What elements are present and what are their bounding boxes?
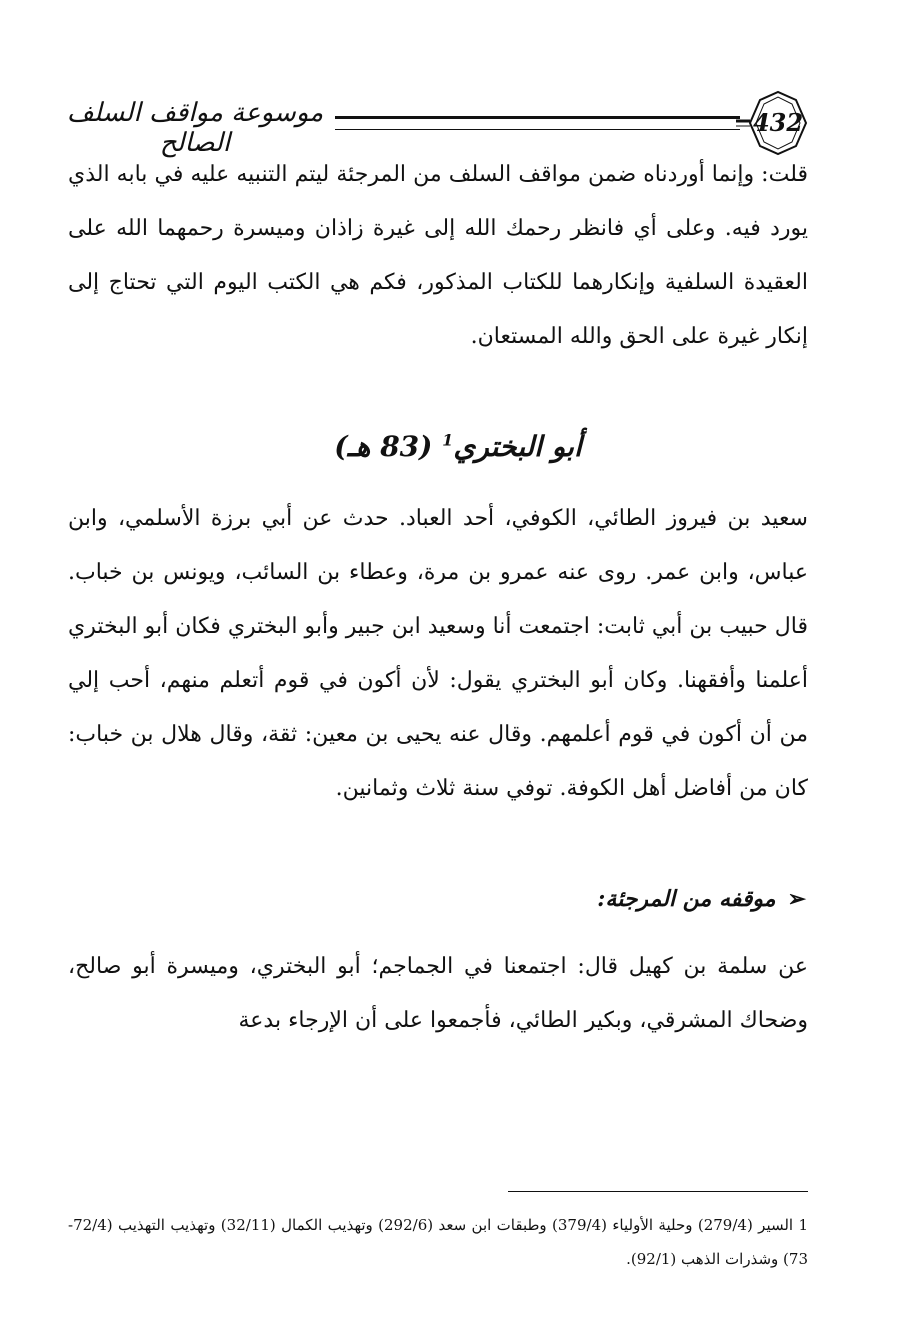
biography-paragraph: سعيد بن فيروز الطائي، الكوفي، أحد العباد. حدث عن أبي برزة الأسلمي، وابن عباس، وابن عمر. روى عنه عمرو بن مرة، وعطاء بن السائب، ويونس بن خباب. قال حبيب بن أبي ثابت: اجتمعت أنا وسعيد ابن جبير وأبو البختري فكان أبو البختري أعلمنا وأفقهنا. وكان أبو البختري يقول: لأن أكون في قوم أتعلم منهم، أحب إلي من أن أكون في قوم أعلمهم. وقال عنه يحيى بن معين: ثقة، وقال هلال بن خباب: كان من أفاضل أهل الكوفة. توفي سنة ثلاث وثمانين. [68,506,808,801]
footnote-separator [508,1191,808,1192]
subheading [597,886,806,912]
section-heading [0,430,916,463]
section-title: أبو البختري [453,430,582,463]
subheading-label: موقفه من المرجئة: [597,886,776,912]
section-date: (83 هـ) [334,430,433,463]
header-rule [335,116,740,130]
stance-paragraph: عن سلمة بن كهيل قال: اجتمعنا في الجماجم؛ أبو البختري، وميسرة أبو صالح، وضحاك المشرقي، وبكير الطائي، فأجمعوا على أن الإرجاء بدعة [68,954,808,1033]
footnote: 1 السير (279/4) وحلية الأولياء (379/4) وطبقات ابن سعد (292/6) وتهذيب الكمال (32/11) وتهذيب التهذيب (72/4-73) وشذرات الذهب (92/1). [68,1216,809,1268]
footnote-marker: 1 [442,430,454,450]
arrow-bullet-icon: ➢ [787,886,806,912]
intro-paragraph: قلت: وإنما أوردناه ضمن مواقف السلف من المرجئة ليتم التنبيه عليه في بابه الذي يورد فيه. وعلى أي فانظر رحمك الله إلى غيرة زاذان وميسرة رحمهما الله على العقيدة السلفية وإنكارهما للكتاب المذكور، فكم هي الكتب اليوم التي تحتاج إلى إنكار غيرة على الحق والله المستعان. [68,162,808,349]
page-number: 432 [752,108,804,137]
book-title: موسوعة مواقف السلف الصالح [66,98,324,158]
